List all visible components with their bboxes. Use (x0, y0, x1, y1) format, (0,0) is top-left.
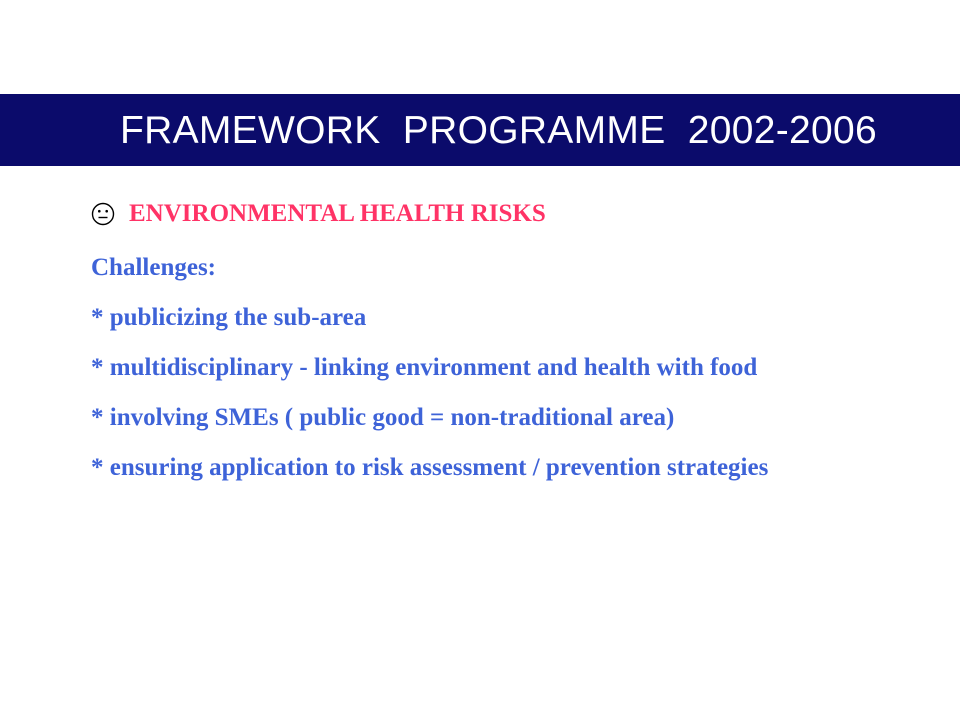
title-bar (0, 94, 960, 166)
list-item: * involving SMEs ( public good = non-traditional area) (91, 404, 675, 431)
section-heading (91, 195, 901, 233)
neutral-face-icon (91, 202, 115, 226)
list-item: * publicizing the sub-area (91, 304, 367, 331)
slide-content (91, 195, 901, 503)
list-item: * ensuring application to risk assessment / prevention strategies (91, 454, 769, 481)
list-item: * multidisciplinary - linking environment and health with food (91, 354, 758, 381)
slide-title: FRAMEWORK PROGRAMME 2002-2006 (120, 109, 877, 152)
heading-text: ENVIRONMENTAL HEALTH RISKS (129, 200, 546, 227)
challenges-label: Challenges: (91, 254, 216, 281)
